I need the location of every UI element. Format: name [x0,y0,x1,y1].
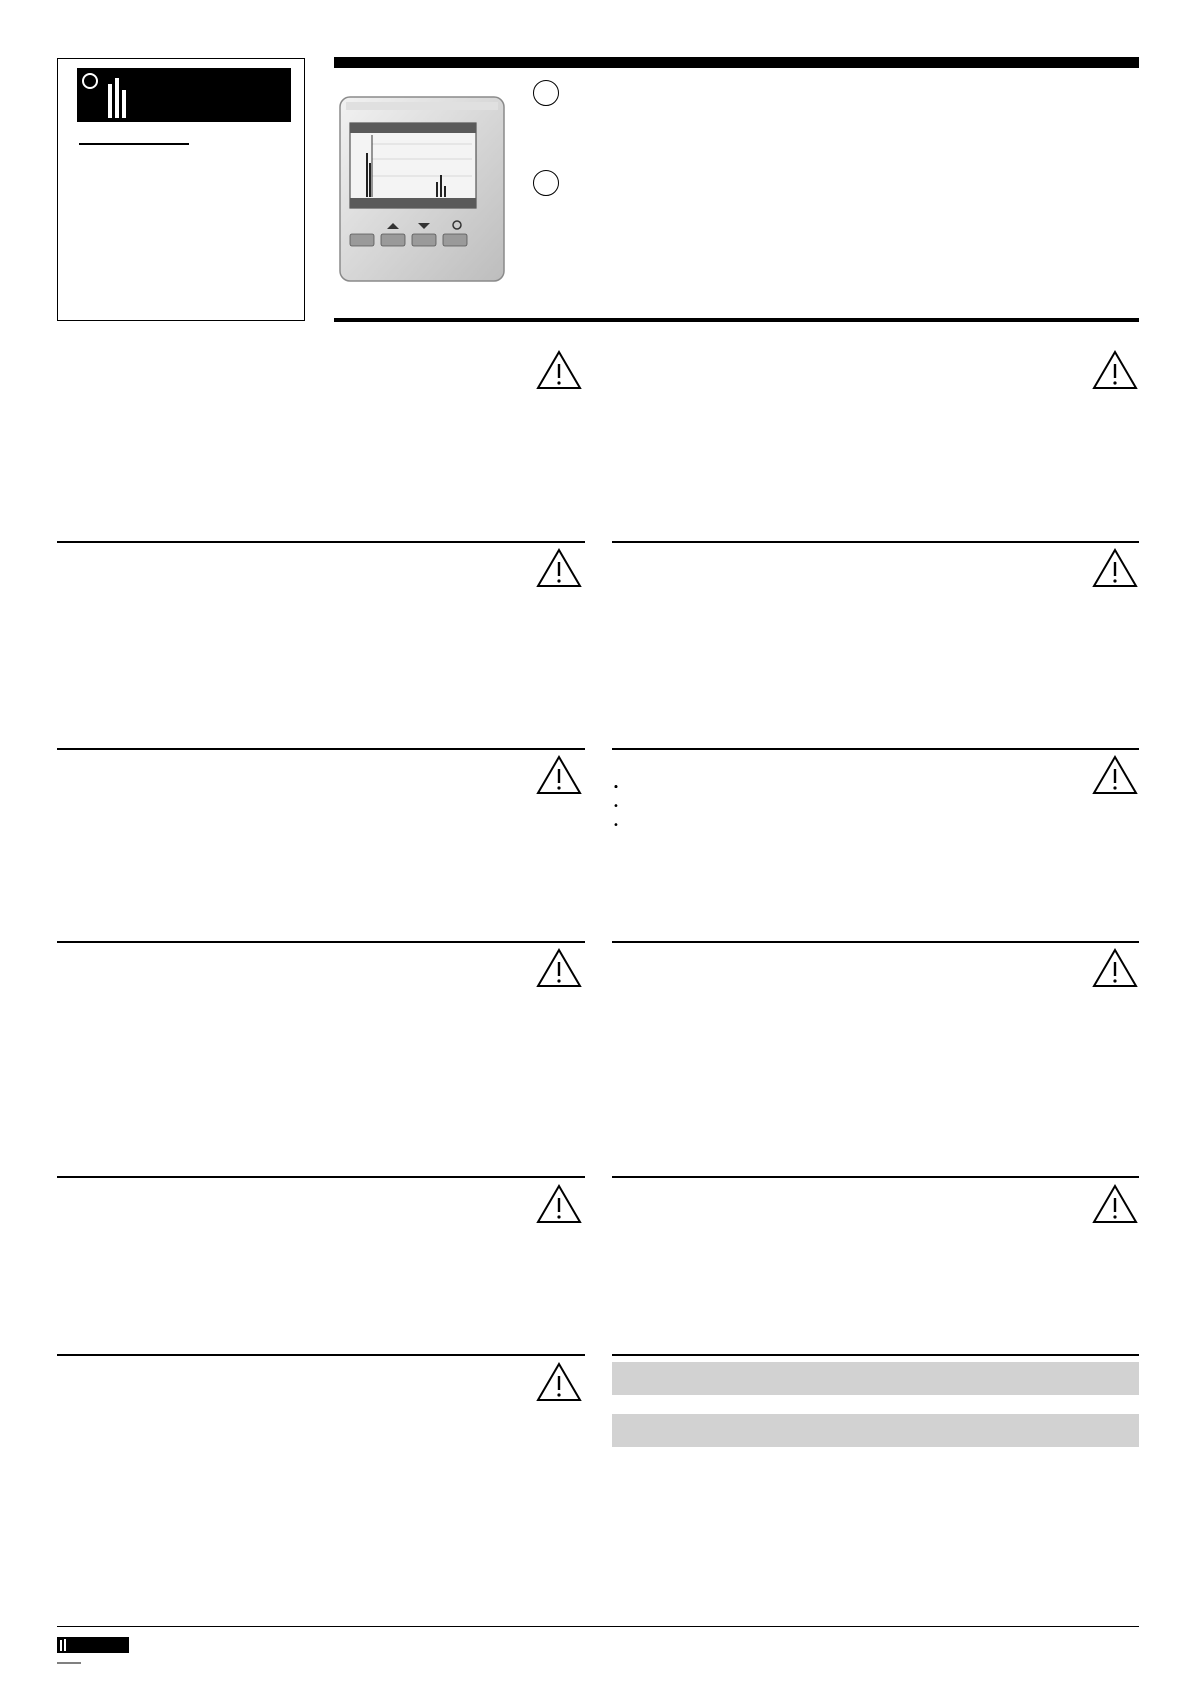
warning-item [612,778,1112,797]
ce-mark-icon [1083,274,1135,310]
warning-triangle-icon [536,1184,582,1224]
grey-band [612,1362,1139,1395]
warning-triangle-icon [536,755,582,795]
section-divider [612,941,1139,943]
warning-triangle-icon [536,350,582,390]
section-divider [612,1176,1139,1178]
grey-band [612,1414,1139,1447]
warning-triangle-icon [1092,948,1138,988]
warning-triangle-icon [536,548,582,588]
warning-list [612,778,1112,816]
footer-brand-logo [57,1637,131,1667]
footer-rule [57,1626,1139,1627]
section-divider [57,1354,585,1356]
registered-mark-icon [82,73,98,89]
section-divider [57,541,585,543]
section-divider [57,941,585,943]
section-divider [57,1176,585,1178]
warning-triangle-icon [1092,1184,1138,1224]
logo-underline [79,143,189,145]
section-divider [612,748,1139,750]
device-photo [336,93,508,285]
section-divider [612,541,1139,543]
header-bottom-bar [334,318,1139,322]
warning-triangle-icon [1092,548,1138,588]
language-circle-icon [533,80,559,106]
brand-division-wordmark [192,124,288,150]
warning-triangle-icon [536,1362,582,1402]
warning-triangle-icon [536,948,582,988]
logo-bars-icon [106,78,130,118]
language-circle-icon [533,170,559,196]
warning-item [612,797,1112,816]
header-bar [334,57,1139,68]
warning-triangle-icon [1092,350,1138,390]
brand-wordmark [128,66,288,122]
section-divider [612,1354,1139,1356]
section-divider [57,748,585,750]
